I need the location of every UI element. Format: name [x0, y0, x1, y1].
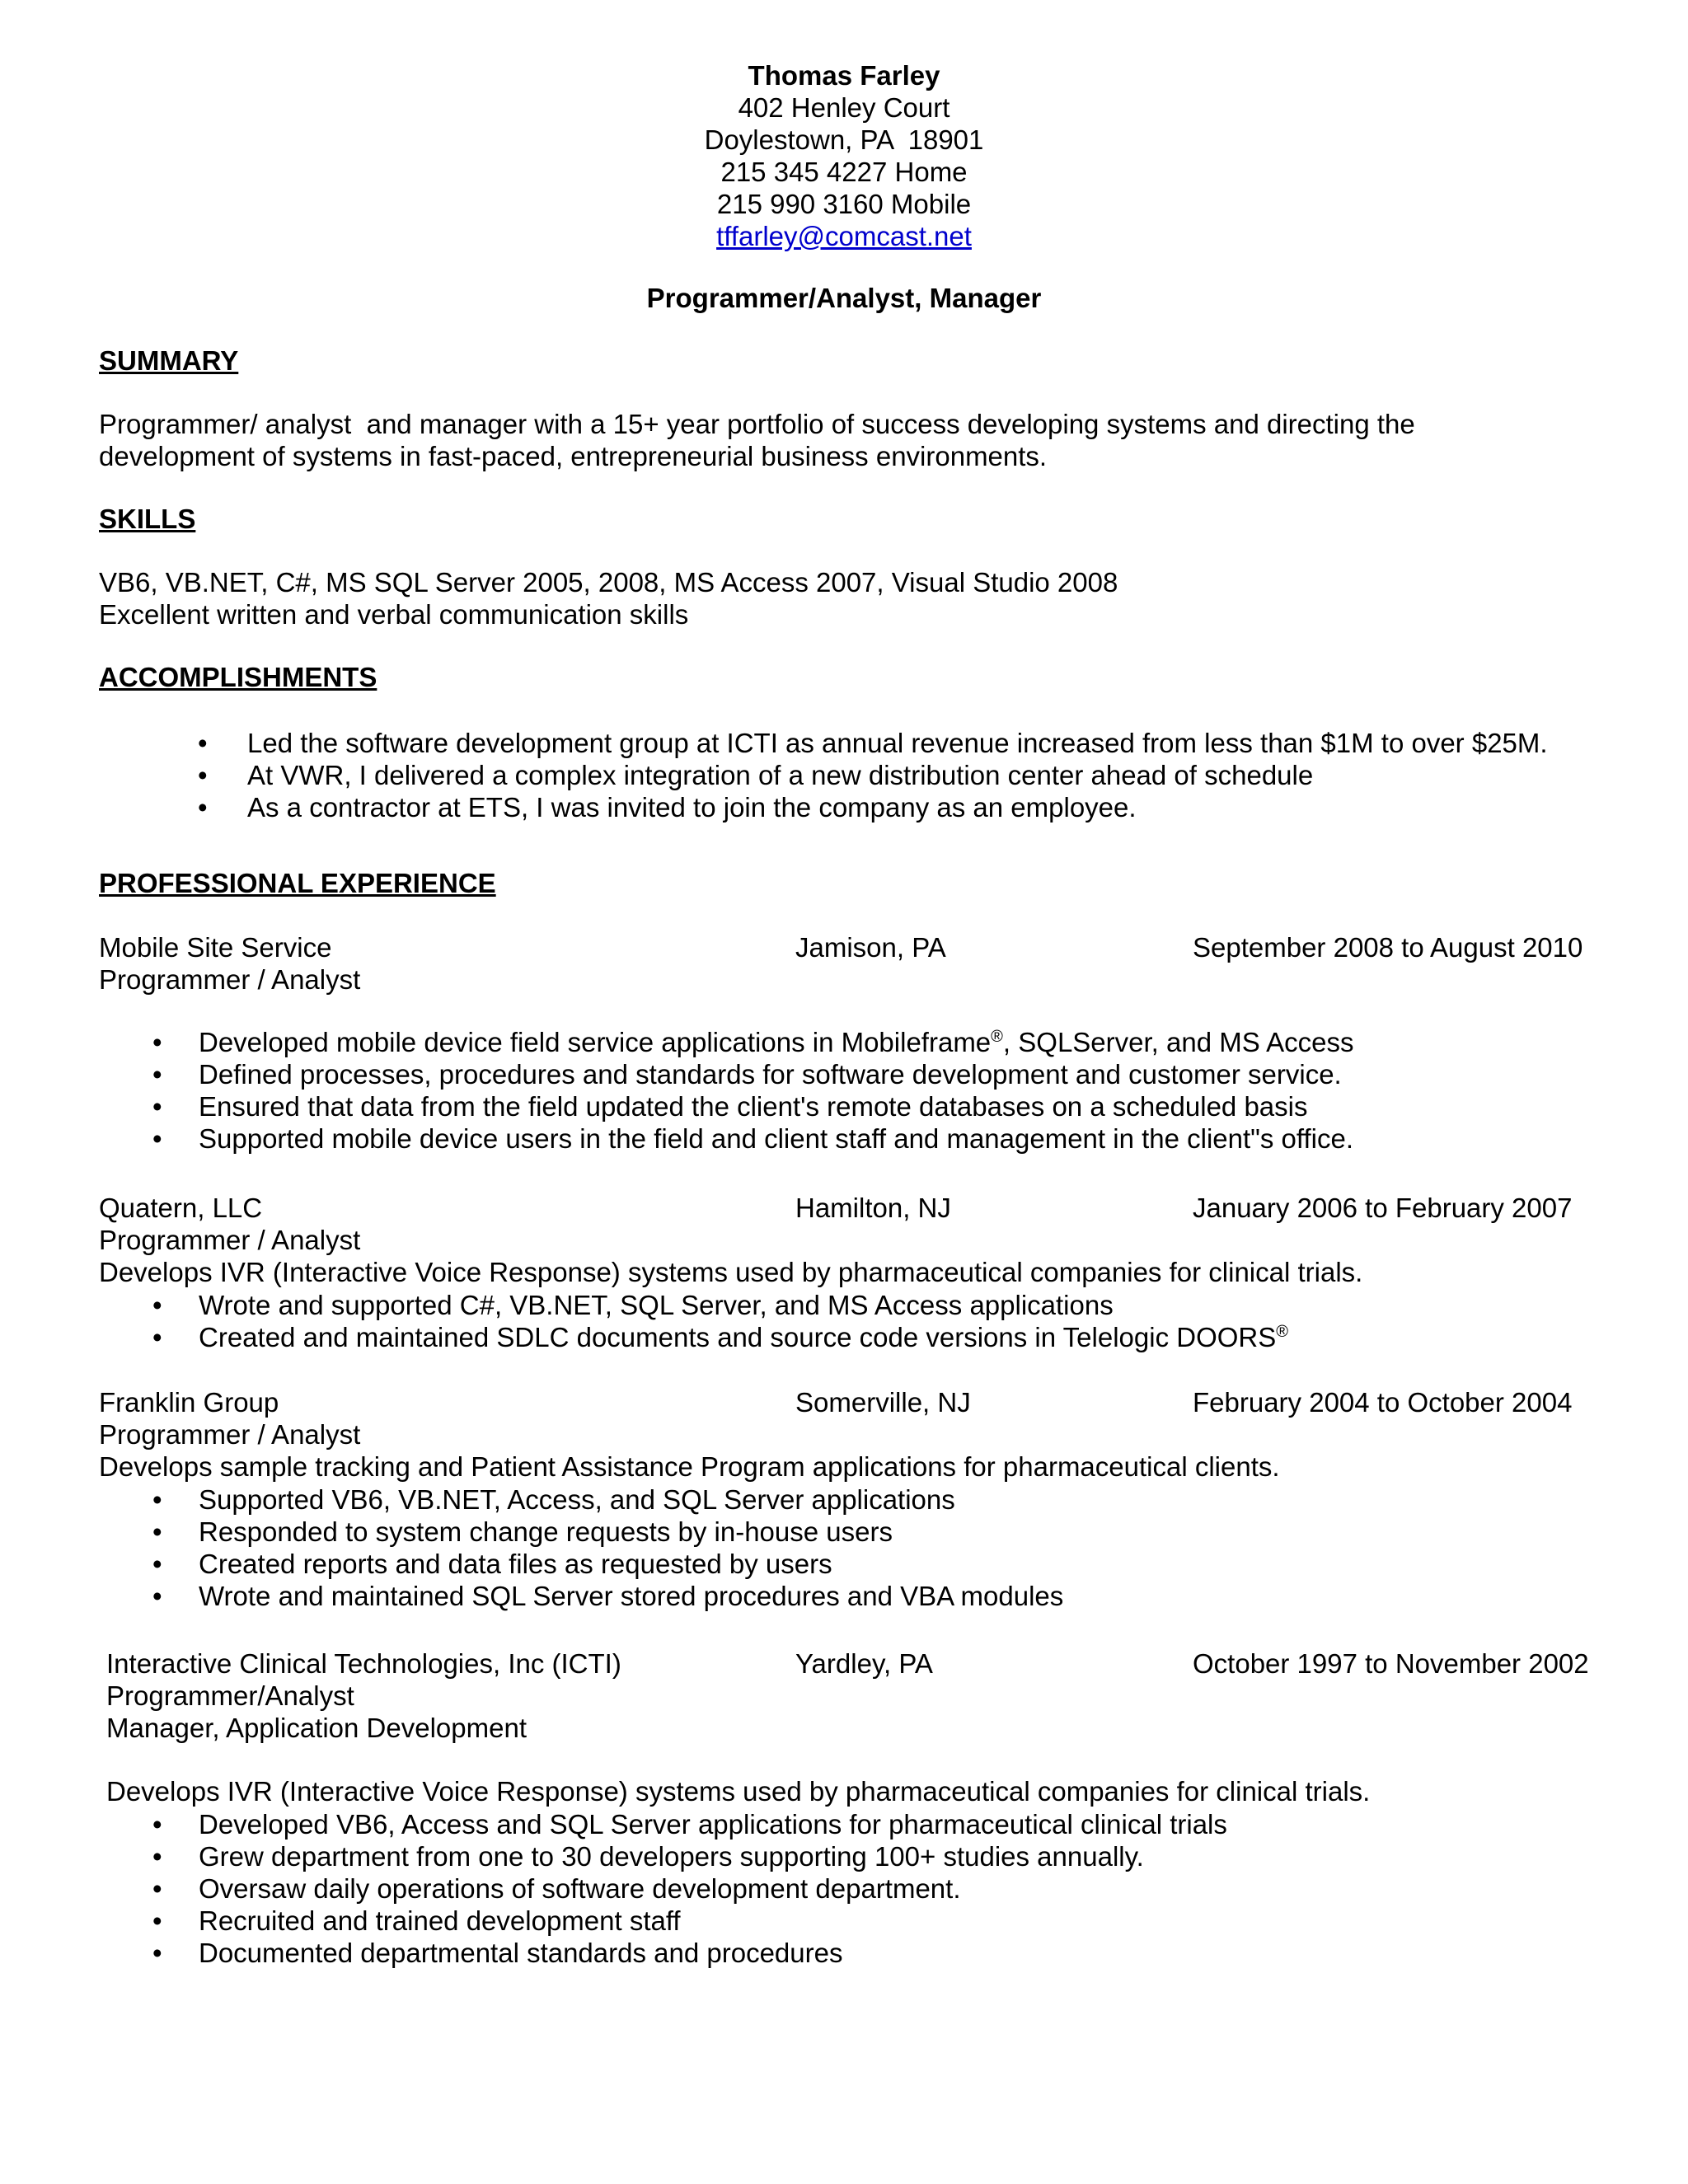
list-item: • As a contractor at ETS, I was invited to join the company as an employee.	[247, 791, 1548, 823]
list-item: • Wrote and maintained SQL Server stored procedures and VBA modules	[199, 1580, 1063, 1612]
job-dates: October 1997 to November 2002	[1193, 1648, 1589, 1679]
contact-header	[0, 59, 1688, 252]
summary-line: development of systems in fast-paced, entrepreneurial business environments.	[99, 441, 1048, 471]
list-item: • Supported mobile device users in the field and client staff and management in the client"s office.	[199, 1122, 1353, 1155]
job-title: Programmer/Analyst	[106, 1680, 354, 1711]
registered-mark: ®	[1276, 1323, 1289, 1341]
list-item: • Defined processes, procedures and standards for software development and customer service.	[199, 1058, 1353, 1090]
company-name: Mobile Site Service	[99, 932, 332, 963]
candidate-name: Thomas Farley	[748, 60, 940, 91]
skills-line: VB6, VB.NET, C#, MS SQL Server 2005, 2008, MS Access 2007, Visual Studio 2008	[99, 567, 1118, 598]
company-name: Interactive Clinical Technologies, Inc (ICTI)	[106, 1648, 621, 1679]
list-item: • Led the software development group at ICTI as annual revenue increased from less than $1M to over $25M.	[247, 727, 1548, 759]
job-title: Programmer / Analyst	[99, 964, 361, 995]
skills-line: Excellent written and verbal communication skills	[99, 599, 689, 630]
job-location: Jamison, PA	[795, 932, 946, 963]
job-objective: Programmer/Analyst, Manager	[646, 283, 1042, 313]
job-description: Develops sample tracking and Patient Assistance Program applications for pharmaceutical clients.	[99, 1451, 1280, 1482]
list-item: • Grew department from one to 30 developers supporting 100+ studies annually.	[199, 1840, 1227, 1872]
list-item: • Recruited and trained development staff	[199, 1905, 1227, 1937]
list-item: • Created reports and data files as requested by users	[199, 1548, 1063, 1580]
job-header	[99, 1192, 1573, 1224]
mobile-phone: 215 990 3160 Mobile	[716, 189, 972, 219]
list-item: • Wrote and supported C#, VB.NET, SQL Server, and MS Access applications	[199, 1289, 1288, 1321]
job-header	[99, 1386, 1573, 1418]
job-header	[106, 1647, 1589, 1680]
accomplishments-heading: ACCOMPLISHMENTS	[99, 662, 377, 692]
job-title: Programmer / Analyst	[99, 1419, 361, 1450]
job-title: Programmer / Analyst	[99, 1225, 361, 1255]
list-item: • Developed VB6, Access and SQL Server applications for pharmaceutical clinical trials	[199, 1808, 1227, 1840]
summary-line: Programmer/ analyst and manager with a 15+ year portfolio of success developing systems and directing the	[99, 409, 1415, 439]
list-item: • Responded to system change requests by in-house users	[199, 1516, 1063, 1548]
job-description: Develops IVR (Interactive Voice Response) systems used by pharmaceutical companies for clinical trials.	[106, 1776, 1371, 1807]
job-location: Yardley, PA	[795, 1648, 933, 1679]
company-name: Quatern, LLC	[99, 1193, 263, 1223]
job-bullets	[199, 1289, 1288, 1353]
job-location: Hamilton, NJ	[795, 1193, 951, 1223]
list-item: • Oversaw daily operations of software development department.	[199, 1872, 1227, 1905]
job-bullets	[199, 1026, 1353, 1155]
job-location: Somerville, NJ	[795, 1387, 971, 1418]
job-dates: February 2004 to October 2004	[1193, 1387, 1573, 1418]
list-item: • Supported VB6, VB.NET, Access, and SQL Server applications	[199, 1483, 1063, 1516]
list-item: • At VWR, I delivered a complex integration of a new distribution center ahead of schedule	[247, 759, 1548, 791]
job-bullets	[199, 1483, 1063, 1612]
job-dates: September 2008 to August 2010	[1193, 932, 1583, 963]
job-header	[99, 931, 1583, 963]
home-phone: 215 345 4227 Home	[720, 157, 968, 187]
experience-heading: PROFESSIONAL EXPERIENCE	[99, 868, 496, 898]
job-bullets	[199, 1808, 1227, 1969]
job-dates: January 2006 to February 2007	[1193, 1193, 1573, 1223]
list-item: • Developed mobile device field service applications in Mobileframe®, SQLServer, and MS Access	[199, 1026, 1353, 1058]
list-item: • Ensured that data from the field updated the client's remote databases on a scheduled basis	[199, 1090, 1353, 1122]
address-line-2: Doylestown, PA 18901	[704, 124, 984, 155]
skills-heading: SKILLS	[99, 504, 196, 534]
address-line-1: 402 Henley Court	[738, 92, 950, 123]
list-item: • Created and maintained SDLC documents and source code versions in Telelogic DOORS®	[199, 1321, 1288, 1353]
summary-heading: SUMMARY	[99, 345, 239, 376]
company-name: Franklin Group	[99, 1387, 279, 1418]
job-title: Manager, Application Development	[106, 1713, 527, 1743]
job-description: Develops IVR (Interactive Voice Response) systems used by pharmaceutical companies for clinical trials.	[99, 1257, 1363, 1287]
email-link[interactable]: tffarley@comcast.net	[716, 221, 972, 251]
accomplishments-list	[247, 727, 1548, 823]
registered-mark: ®	[991, 1028, 1003, 1046]
list-item: • Documented departmental standards and procedures	[199, 1937, 1227, 1969]
